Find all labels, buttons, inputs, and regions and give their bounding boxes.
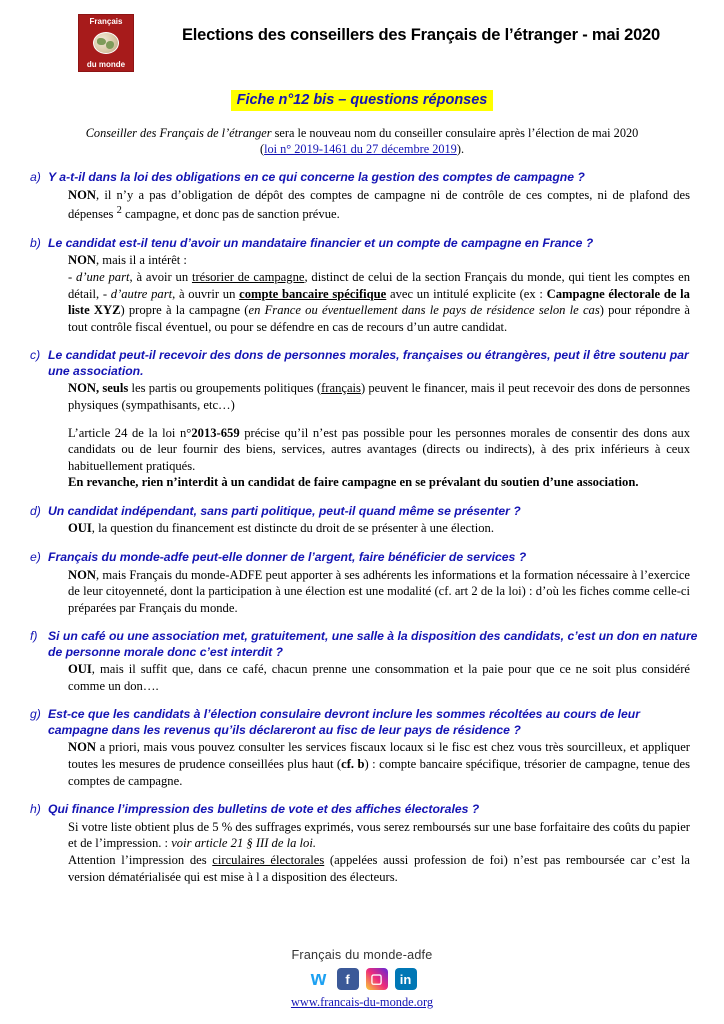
fiche-badge: Fiche n°12 bis – questions réponses (231, 90, 494, 111)
question-text: Est-ce que les candidats à l’élection consulaire devront inclure les sommes récoltées au cours de leur campagne dans les revenus qu’ils déclareront au fisc de leur pays de résidence ? (48, 707, 640, 737)
question-letter: b) (30, 235, 41, 250)
instagram-icon[interactable]: ▢ (366, 968, 388, 990)
answer-g: NON a priori, mais vous pouvez consulter les services fiscaux locaux si le fisc est chez vous très sourcilleux, et appliquer toutes les mesures de prudence conseillées plus haut (cf. b) : compte bancaire spécifique, trésorier de campagne, tenue des comptes de campagne. (68, 740, 690, 788)
answer-b: NON, mais il a intérêt : - d’une part, à avoir un trésorier de campagne, distinct de celui de la section Français du monde, qui tient les comptes en détail, - d’autre part, à ouvrir un compte bancaire spécifique avec un intitulé explicite (ex : Campagne électorale de la liste XYZ) propre à la campagne (en France ou éventuellement dans le pays de résidence selon le cas) pour répondre à tout contrôle fiscal éventuel, ou pour se défendre en cas de recours d’un autre candidat. (68, 253, 691, 334)
question-text: Le candidat peut-il recevoir des dons de personnes morales, françaises ou étrangères, peut il être soutenu par une association. (48, 348, 689, 378)
page-title: Elections des conseillers des Français de l’étranger - mai 2020 (181, 26, 661, 44)
question-letter: f) (30, 629, 38, 644)
question-c (26, 348, 698, 379)
qa-block-h (26, 802, 698, 885)
question-letter: e) (30, 550, 41, 564)
website-link[interactable]: www.francais-du-monde.org (290, 995, 434, 1009)
answer-d: OUI, la question du financement est distincte du droit de se présenter à une élection. (68, 521, 494, 536)
question-text: Si un café ou une association met, gratuitement, une salle à la disposition des candidats, c’est un don en nature de personne morale donc c’est interdit ? (48, 629, 698, 659)
social-links (0, 968, 724, 990)
qa-block-c (26, 348, 698, 491)
question-letter: a) (30, 170, 41, 184)
document-footer (0, 948, 724, 1010)
question-h (26, 802, 698, 818)
title-block (144, 14, 698, 45)
question-letter: c) (30, 348, 41, 363)
document-header (26, 14, 698, 72)
answer-h: Si votre liste obtient plus de 5 % des suffrages exprimés, vous serez remboursés sur une base forfaitaire des coûts du papier et de l’impression. : voir article 21 § III de la loi. Attention l’impression des circulaires électorales (appelées aussi profession de foi) n’est pas remboursée car c’est la version dématérialisée qui est mise à l a disposition des électeurs. (68, 819, 690, 884)
facebook-icon[interactable]: f (337, 968, 359, 990)
subtitle-rest: sera le nouveau nom du conseiller consulaire après l’élection de mai 2020 (271, 126, 639, 140)
question-f (26, 629, 698, 660)
answer-e: NON, mais Français du monde-ADFE peut apporter à ses adhérents les informations et la formation nécessaire à l’exercice de leur citoyenneté, dont la participation à une élection est une modalité (cf. art 2 de la loi) : d’où les fiches comme celle-ci préparées par Français du monde. (68, 567, 690, 615)
globe-icon (93, 32, 119, 54)
qa-block-b (26, 236, 698, 335)
answer-f: OUI, mais il suffit que, dans ce café, chacun prenne une consommation et la paie pour que ce ne soit plus considéré comme un don…. (68, 662, 690, 693)
answer-a: NON, il n’y a pas d’obligation de dépôt des comptes de campagne ni de contrôle de ces comptes, ni de plafond des dépenses $^2$ campagne, et donc pas de sanction prévue. (68, 187, 690, 222)
fiche-badge-row (26, 90, 698, 111)
question-letter: g) (30, 707, 41, 722)
question-g (26, 707, 698, 738)
question-text: Qui finance l’impression des bulletins de vote et des affiches électorales ? (48, 802, 480, 817)
question-text: Le candidat est-il tenu d’avoir un mandataire financier et un compte de campagne en France ? (48, 235, 594, 250)
question-a (26, 170, 698, 186)
question-text: Français du monde-adfe peut-elle donner de l’argent, faire bénéficier de services ? (48, 550, 527, 564)
qa-block-f (26, 629, 698, 694)
law-paren-close: ). (456, 142, 465, 156)
subtitle-emphasis: Conseiller des Français de l’étranger (85, 126, 272, 140)
question-letter: d) (30, 503, 41, 518)
qa-block-a (26, 170, 698, 223)
subtitle (26, 125, 698, 157)
question-text: Y a-t-il dans la loi des obligations en ce qui concerne la gestion des comptes de campagne ? (48, 170, 585, 184)
logo-top-text: Français (89, 17, 123, 26)
francais-du-monde-logo (78, 14, 134, 72)
qa-block-d (26, 504, 698, 537)
question-b (26, 236, 698, 252)
question-text: Un candidat indépendant, sans parti politique, peut-il quand même se présenter ? (48, 503, 521, 518)
answer-c: NON, seuls les partis ou groupements politiques (français) peuvent le financer, mais il peut recevoir des dons de personnes physiques (sympathisants, etc…) L’article 24 de la loi n°2013-659 précise qu’il n’est pas possible pour les personnes morales de consentir des dons aux candidats ou de leur fournir des biens, services, autres avantages (directs ou indirects), à des prix inférieurs à ceux habituellement pratiqués. En revanche, rien n’interdit à un candidat de faire campagne en se prévalant du soutien d’une association. (68, 381, 691, 490)
qa-block-g (26, 707, 698, 789)
question-d (26, 504, 698, 520)
footer-organization-name: Français du monde-adfe (291, 948, 433, 962)
logo-bottom-text: du monde (86, 60, 126, 69)
question-letter: h) (30, 802, 41, 817)
qa-block-e (26, 550, 698, 616)
linkedin-icon[interactable]: in (395, 968, 417, 990)
question-e (26, 550, 698, 566)
twitter-icon[interactable]: w (308, 968, 330, 990)
law-paren-open: ( (259, 142, 265, 156)
law-link[interactable]: loi n° 2019-1461 du 27 décembre 2019 (264, 142, 457, 156)
